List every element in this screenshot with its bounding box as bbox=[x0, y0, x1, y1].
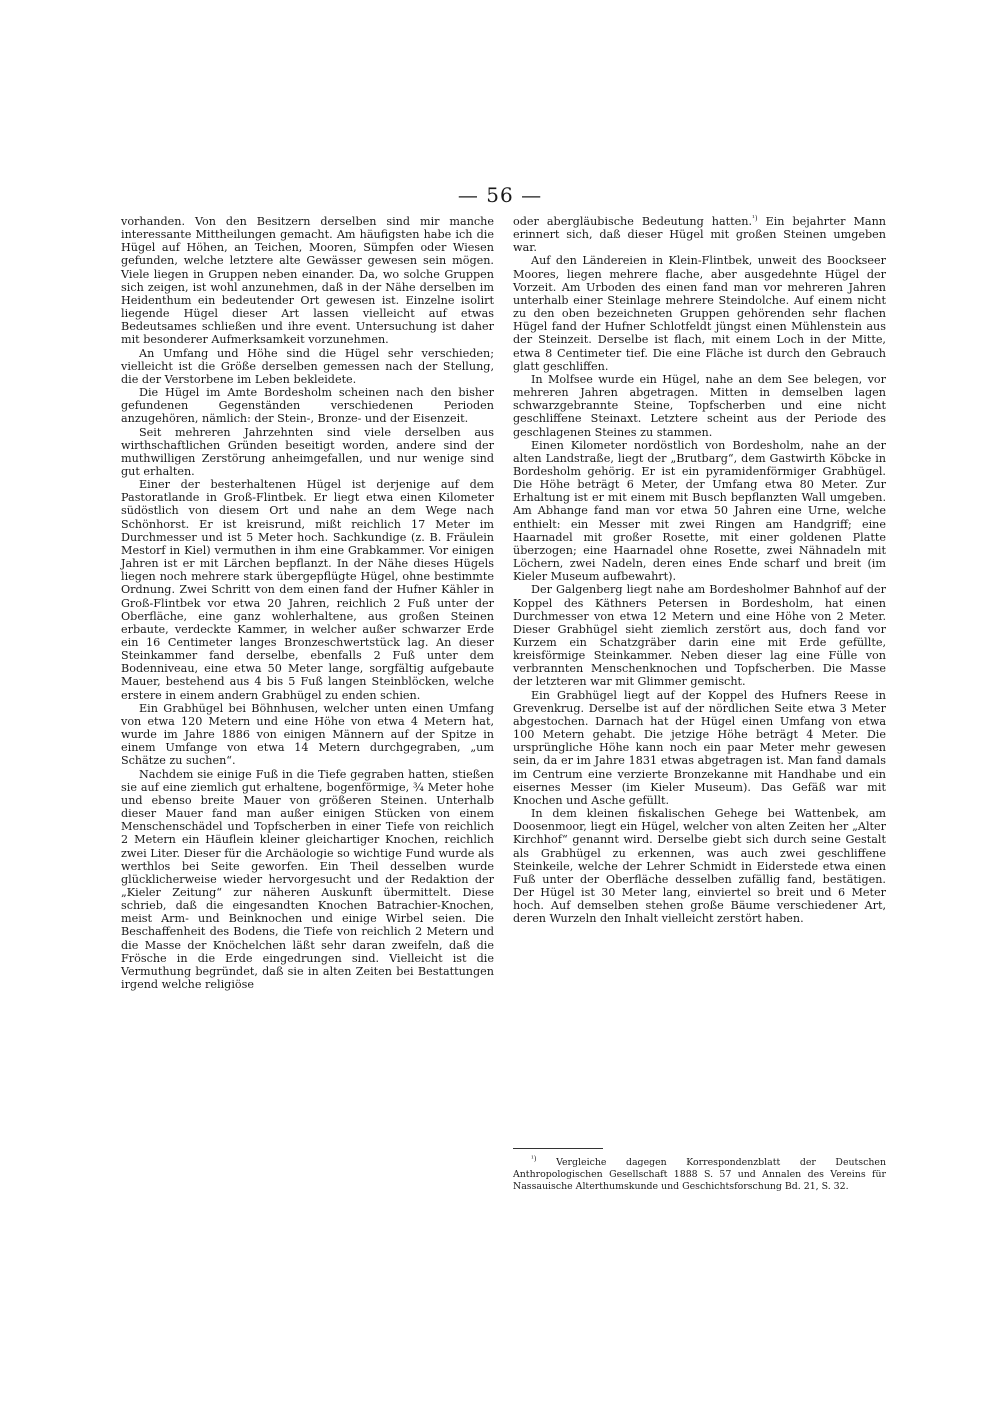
right-column bbox=[513, 215, 886, 925]
paragraph-text: oder abergläubische Bedeutung hatten. bbox=[513, 215, 753, 228]
paragraph: Der Galgenberg liegt nahe am Bordesholmer Bahnhof auf der Koppel des Käthners Petersen in Bordesholm, hat einen Durchmesser von etwa 12 Metern und eine Höhe von 2 Meter. Dieser Grabhügel sieht ziemlich zerstört aus, doch fand vor Kurzem ein Schatzgräber darin eine mit Erde gefüllte, kreisförmige Steinkammer. Neben dieser lag eine Fülle von verbrannten Menschenknochen und Topfscherben. Die Masse der letzteren war mit Glimmer gemischt. bbox=[513, 583, 886, 689]
footnote-divider bbox=[513, 1148, 603, 1149]
paragraph: Auf den Ländereien in Klein-Flintbek, unweit des Boockseer Moores, liegen mehrere flache, aber ausgedehnte Hügel der Vorzeit. Am Urboden des einen fand man vor mehreren Jahren unterhalb einer Steinlage mehrere Steindolche. Auf einem nicht zu den oben bezeichneten Gruppen gehörenden sehr flachen Hügel fand der Hufner Schlotfeldt jüngst einen Mühlenstein aus der Steinzeit. Derselbe ist flach, mit einem Loch in der Mitte, etwa 8 Centimeter tief. Die eine Fläche ist durch den Gebrauch glatt geschliffen. bbox=[513, 254, 886, 373]
paragraph: Ein Grabhügel bei Böhnhusen, welcher unten einen Umfang von etwa 120 Metern und eine Höhe von etwa 4 Metern hat, wurde im Jahre 1886 von einigen Männern auf der Spitze in einem Umfange von etwa 14 Metern durchgegraben, „um Schätze zu suchen“. bbox=[121, 701, 494, 768]
paragraph: In Molfsee wurde ein Hügel, nahe an dem See belegen, vor mehreren Jahren abgetragen. Mitten in demselben lagen schwarzgebrannte Steine, Topfscherben und eine nicht geschliffene Steinaxt. Letztere scheint aus der Periode des geschlagenen Steines zu stammen. bbox=[513, 372, 886, 439]
paragraph: An Umfang und Höhe sind die Hügel sehr verschieden; vielleicht ist die Größe derselben gemessen nach der Stellung, die der Verstorbene im Leben bekleidete. bbox=[121, 346, 494, 386]
paragraph: Nachdem sie einige Fuß in die Tiefe gegraben hatten, stießen sie auf eine ziemlich gut erhaltene, bogenförmige, ¾ Meter hohe und ebenso breite Mauer von größeren Steinen. Unterhalb dieser Mauer fand man außer einigen Stücken von einem Menschenschädel und Topfscherben in einer Tiefe von reichlich 2 Metern ein Häuflein kleiner gleichartiger Knochen, reichlich zwei Liter. Dieser für die Archäologie so wichtige Fund wurde als werthlos bei Seite geworfen. Ein Theil desselben wurde glücklicherweise wieder hervorgesucht und der Redaktion der „Kieler Zeitung“ zur näheren Auskunft übermittelt. Diese schrieb, daß die eingesandten Knochen Batrachier-Knochen, meist Arm- und Beinknochen und einige Wirbel seien. Die Beschaffenheit des Bodens, die Tiefe von reichlich 2 Metern und die Masse der Knöchelchen läßt sehr daran zweifeln, daß die Frösche in die Erde eingedrungen sind. Vielleicht ist die Vermuthung begründet, daß sie in alten Zeiten bei Bestattungen irgend welche religiöse bbox=[121, 767, 494, 992]
paragraph bbox=[513, 215, 886, 254]
paragraph: Einen Kilometer nordöstlich von Bordesholm, nahe an der alten Landstraße, liegt der „Brutbarg“, dem Gastwirth Köbcke in Bordesholm gehörig. Er ist ein pyramidenförmiger Grabhügel. Die Höhe beträgt 6 Meter, der Umfang etwa 80 Meter. Zur Erhaltung ist er mit einem mit Busch bepflanzten Wall umgeben. Am Abhange fand man vor etwa 50 Jahren eine Urne, welche enthielt: ein Messer mit zwei Ringen am Handgriff; eine Haarnadel mit großer Rosette, mit einer goldenen Platte überzogen; eine Haarnadel ohne Rosette, zwei Nähnadeln mit Löchern, zwei Nadeln, deren eines Ende scharf und breit (im Kieler Museum aufbewahrt). bbox=[513, 438, 886, 584]
left-column bbox=[121, 215, 494, 991]
paragraph: Ein Grabhügel liegt auf der Koppel des Hufners Reese in Grevenkrug. Derselbe ist auf der nördlichen Seite etwa 3 Meter abgestochen. Darnach hat der Hügel einen Umfang von etwa 100 Metern gehabt. Die jetzige Höhe beträgt 4 Meter. Die ursprüngliche Höhe kann noch ein paar Meter mehr gewesen sein, da er im Jahre 1831 etwas abgetragen ist. Man fand damals im Centrum eine verzierte Bronzekanne mit Handhabe und ein eisernes Messer (im Kieler Museum). Das Gefäß war mit Knochen und Asche gefüllt. bbox=[513, 688, 886, 807]
footnote-reference: ¹) bbox=[752, 214, 758, 223]
footnote-marker: ¹) bbox=[531, 1154, 537, 1163]
footnote bbox=[513, 1154, 886, 1194]
footnote-text: Vergleiche dagegen Korrespondenzblatt der Deutschen Anthropologischen Gesellschaft 1888 S. 57 und Annalen des Vereins für Nassauische Alterthumskunde und Geschichtsforschung Bd. 21, S. 32. bbox=[513, 1157, 886, 1193]
paragraph: Einer der besterhaltenen Hügel ist derjenige auf dem Pastoratlande in Groß-Flintbek. Er liegt etwa einen Kilometer südöstlich von diesem Ort und nahe an dem Wege nach Schönhorst. Er ist kreisrund, mißt reichlich 17 Meter im Durchmesser und ist 5 Meter hoch. Sachkundige (z. B. Fräulein Mestorf in Kiel) vermuthen in ihm eine Grabkammer. Vor einigen Jahren ist er mit Lärchen bepflanzt. In der Nähe dieses Hügels liegen noch mehrere stark übergepflügte Hügel, ohne bestimmte Ordnung. Zwei Schritt von dem einen fand der Hufner Kähler in Groß-Flintbek vor etwa 20 Jahren, reichlich 2 Fuß unter der Oberfläche, eine ganz wohlerhaltene, aus großen Steinen erbaute, verdeckte Kammer, in welcher außer schwarzer Erde ein 16 Centimeter langes Bronzeschwertstück lag. An dieser Steinkammer fand derselbe, ebenfalls 2 Fuß unter dem Bodenniveau, eine etwa 50 Meter lange, sorgfältig aufgebaute Mauer, bestehend aus 4 bis 5 Fuß langen Steinblöcken, welche erstere in einem andern Grabhügel zu enden schien. bbox=[121, 478, 494, 702]
paragraph: In dem kleinen fiskalischen Gehege bei Wattenbek, am Doosenmoor, liegt ein Hügel, welcher von alten Zeiten her „Alter Kirchhof“ genannt wird. Derselbe giebt sich durch seine Gestalt als Grabhügel zu erkennen, was auch zwei geschliffene Steinkeile, welche der Lehrer Schmidt in Eiderstede etwa einen Fuß unter der Oberfläche desselben zufällig fand, bestätigen. Der Hügel ist 30 Meter lang, einviertel so breit und 6 Meter hoch. Auf demselben stehen große Bäume verschiedener Art, deren Wurzeln den Inhalt vielleicht zerstört haben. bbox=[513, 807, 886, 926]
paragraph: Die Hügel im Amte Bordesholm scheinen nach den bisher gefundenen Gegenständen verschiedenen Perioden anzugehören, nämlich: der Stein-, Bronze- und der Eisenzeit. bbox=[121, 386, 494, 426]
paragraph-text: Ein bejahrter Mann erinnert sich, daß dieser Hügel mit großen Steinen umgeben war. bbox=[513, 215, 886, 255]
paragraph: Seit mehreren Jahrzehnten sind viele derselben aus wirthschaftlichen Gründen beseitigt worden, andere sind der muthwilligen Zerstörung anheimgefallen, und nur wenige sind gut erhalten. bbox=[121, 425, 494, 478]
paragraph: vorhanden. Von den Besitzern derselben sind mir manche interessante Mittheilungen gemacht. Am häufigsten habe ich die Hügel auf Höhen, an Teichen, Mooren, Sümpfen oder Wiesen gefunden, welche letztere alte Gewässer gewesen sein mögen. Viele liegen in Gruppen neben einander. Da, wo solche Gruppen sich zeigen, ist wohl anzunehmen, daß in der Nähe derselben im Heidenthum ein bedeutender Ort gewesen ist. Einzelne isolirt liegende Hügel dieser Art lassen vielleicht auf etwas Bedeutsames schließen und ihre event. Untersuchung ist daher mit besonderer Aufmerksamkeit vorzunehmen. bbox=[121, 215, 494, 347]
page-number: — 56 — bbox=[457, 183, 543, 207]
